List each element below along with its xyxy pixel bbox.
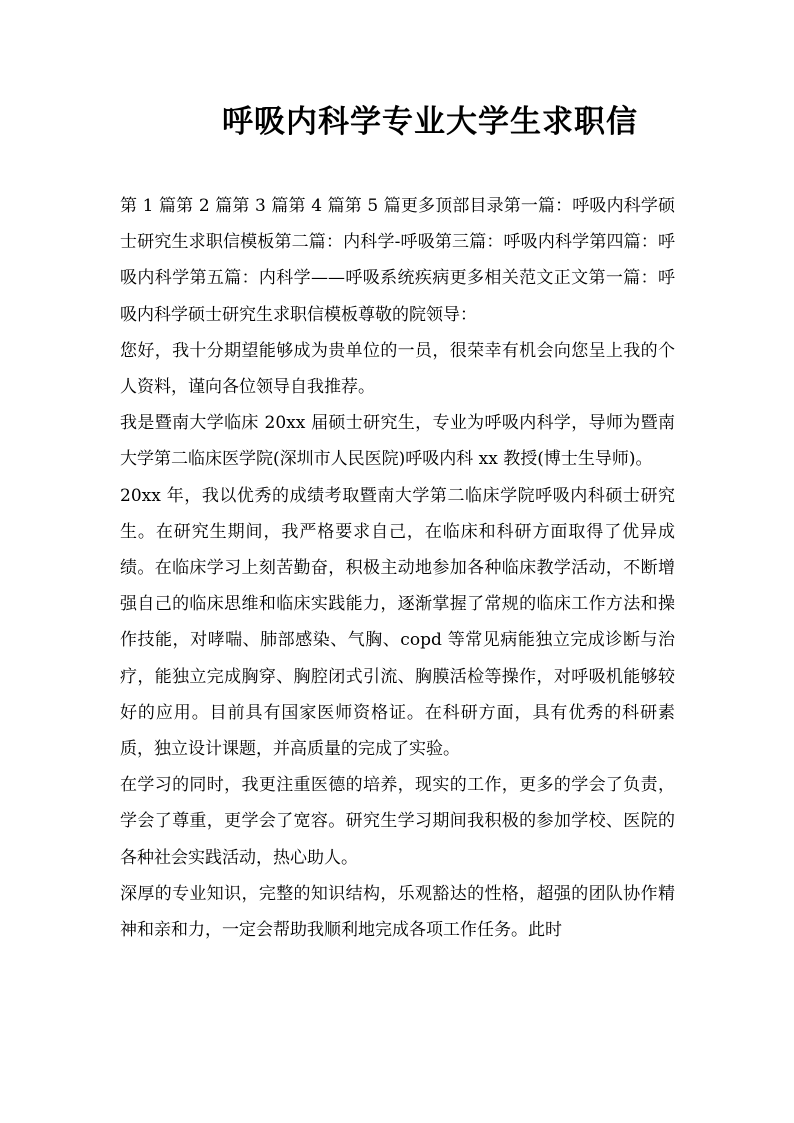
document-body — [120, 188, 675, 948]
paragraph-ethics: 在学习的同时，我更注重医德的培养，现实的工作，更多的学会了负责，学会了尊重，更学会了宽容。研究生学习期间我积极的参加学校、医院的各种社会实践活动，热心助人。 — [120, 775, 675, 868]
paragraph-table-of-contents: 第 1 篇第 2 篇第 3 篇第 4 篇第 5 篇更多顶部目录第一篇：呼吸内科学硕士研究生求职信模板第二篇：内科学-呼吸第三篇：呼吸内科学第四篇：呼吸内科学第五篇：内科学——呼吸系统疾病更多相关范文正文第一篇：呼吸内科学硕士研究生求职信模板尊敬的院领导： — [120, 196, 675, 325]
paragraph-introduction: 我是暨南大学临床 20xx 届硕士研究生，专业为呼吸内科学，导师为暨南大学第二临床医学院(深圳市人民医院)呼吸内科 xx 教授(博士生导师)。 — [120, 413, 675, 470]
paragraph-qualities: 深厚的专业知识，完整的知识结构，乐观豁达的性格，超强的团队协作精神和亲和力，一定会帮助我顺利地完成各项工作任务。此时 — [120, 883, 675, 941]
paragraph-experience: 20xx 年，我以优秀的成绩考取暨南大学第二临床学院呼吸内科硕士研究生。在研究生期间，我严格要求自己，在临床和科研方面取得了优异成绩。在临床学习上刻苦勤奋，积极主动地参加各种临床教学活动，不断增强自己的临床思维和临床实践能力，逐渐掌握了常规的临床工作方法和操作技能，对哮喘、肺部感染、气胸、copd 等常见病能独立完成诊断与治疗，能独立完成胸穿、胸腔闭式引流、胸膜活检等操作，对呼吸机能够较好的应用。目前具有国家医师资格证。在科研方面，具有优秀的科研素质，独立设计课题，并高质量的完成了实验。 — [120, 485, 675, 760]
document-title: 呼吸内科学专业大学生求职信 — [222, 104, 638, 140]
paragraph-greeting: 您好，我十分期望能够成为贵单位的一员，很荣幸有机会向您呈上我的个人资料，谨向各位领导自我推荐。 — [120, 340, 675, 398]
